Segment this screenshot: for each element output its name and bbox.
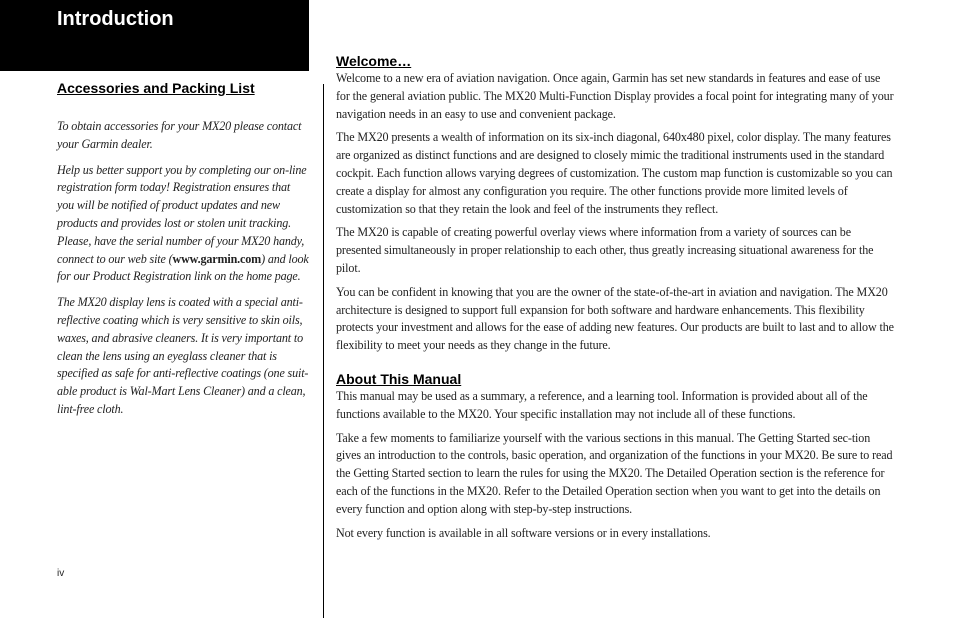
main-column [336,53,896,548]
welcome-heading: Welcome… [336,53,412,69]
welcome-paragraph-3: The MX20 is capable of creating powerful overlay views where information from a variety of sources can be presented simultaneously in proper relationship to each other, thus greatly increasing situational awareness for the pilot. [336,225,874,275]
sidebar-column [57,80,309,427]
page-title: Introduction [57,8,174,30]
header-bar [0,0,309,71]
website-link[interactable]: www.garmin.com [172,251,262,266]
registration-paragraph [57,162,309,287]
page-number: iv [57,568,65,579]
accessories-paragraph: To obtain accessories for your MX20 please contact your Garmin dealer. [57,119,302,151]
welcome-paragraph-4: You can be confident in knowing that you are the owner of the state-of-the-art in aviation and navigation. The MX20 architecture is designed to support full expansion for both software and hardware enhancements. This flexibility protects your investment and allows for the ease of adding new features. Our products are built to last and to allow the flexibility to meet your needs as they change in the future. [336,284,894,353]
welcome-paragraph-1: Welcome to a new era of aviation navigation. Once again, Garmin has set new standards in features and ease of use for the general aviation public. The MX20 Multi-Function Display provides a focal point for integrating many of your navigation needs in an easy to use and convenient package. [336,71,894,121]
manual-heading: About This Manual [336,370,462,387]
column-divider [323,84,324,618]
welcome-paragraph-2: The MX20 presents a wealth of information on its six-inch diagonal, 640x480 pixel, color display. The many features are organized as distinct functions and are designed to closely mimic the traditional instruments used in the standard cockpit. Each function allows varying degrees of customization. The custom map function is customizable so you can create a display for almost any configuration you require. The other functions provide more limited levels of customization so that they retain the look and feel of the instruments they reflect. [336,130,893,216]
registration-text-start: Help us better support you by completing our on-line registration form today! Registration ensures that you will be notified of product updates and new products and provides lost or stolen unit tracking. Please, have the serial number of your MX20 handy, connect to our web site ( [57,162,307,266]
lens-care-paragraph: The MX20 display lens is coated with a special anti-reflective coating which is very sensitive to skin oils, waxes, and abrasive cleaners. It is very important to clean the lens using an eyeglass cleaner that is specified as safe for anti-reflective coatings (one suit-able product is Wal-Mart Lens Cleaner) and a clean, lint-free cloth. [57,295,309,416]
manual-paragraph-3: Not every function is available in all software versions or in every installations. [336,525,711,540]
manual-paragraph-1: This manual may be used as a summary, a reference, and a learning tool. Information is provided about all of the functions available to the MX20. Your specific installation may not include all of these functions. [336,388,868,421]
accessories-heading: Accessories and Packing List [57,80,255,96]
manual-paragraph-2: Take a few moments to familiarize yourself with the various sections in this manual. The Getting Started sec-tion gives an introduction to the controls, basic operation, and organization of the functions in your MX20. Be sure to read the Getting Started section to learn the rules for using the MX20. The Detailed Operation section is the reference for each of the functions in the MX20. Refer to the Detailed Operation section when you want to get into the details on every function and option along with step-by-step instructions. [336,430,893,516]
registration-text-end: ) and look for our Product Registration link on the home page. [57,251,309,284]
